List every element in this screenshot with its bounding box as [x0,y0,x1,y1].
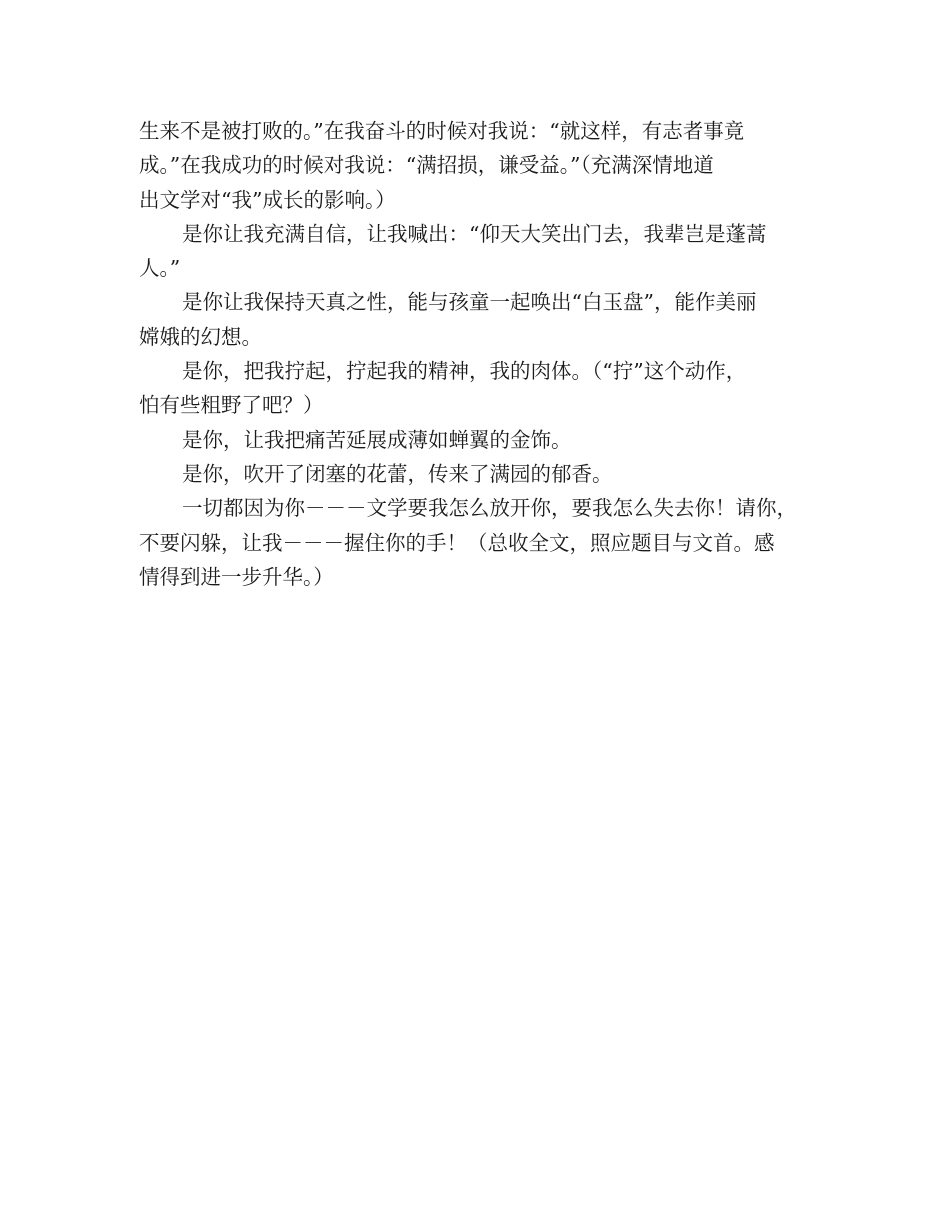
text-line: 嫦娥的幻想。 [139,324,262,349]
paragraph-first-line: 是你让我充满自信，让我喊出：“仰天大笑出门去，我辈岂是蓬蒿 [182,221,767,246]
paragraph-first-line: 是你，吹开了闭塞的花蕾，传来了满园的郁香。 [182,461,613,486]
document-body [139,114,819,594]
text-line: 出文学对“我”成长的影响。） [139,187,396,212]
paragraph-first-line: 是你，把我拧起，拧起我的精神，我的肉体。（“拧”这个动作， [182,359,747,384]
text-line: 生来不是被打败的。”在我奋斗的时候对我说：“就这样，有志者事竟 [139,119,745,143]
paragraph-first-line: 是你让我保持天真之性，能与孩童一起唤出“白玉盘”，能作美丽 [182,290,757,315]
text-line: 不要闪躲，让我－－－握住你的手！（总收全文，照应题目与文首。感 [139,530,775,555]
text-line: 成。”在我成功的时候对我说：“满招损，谦受益。”（充满深情地道 [139,153,714,178]
text-line: 怕有些粗野了吧？） [139,393,324,418]
paragraph-first-line: 一切都因为你－－－文学要我怎么放开你，要我怎么失去你！请你， [182,496,797,521]
text-line: 人。” [139,256,181,281]
text-line: 情得到进一步升华。） [139,564,334,589]
paragraph-first-line: 是你，让我把痛苦延展成薄如蝉翼的金饰。 [182,427,572,452]
